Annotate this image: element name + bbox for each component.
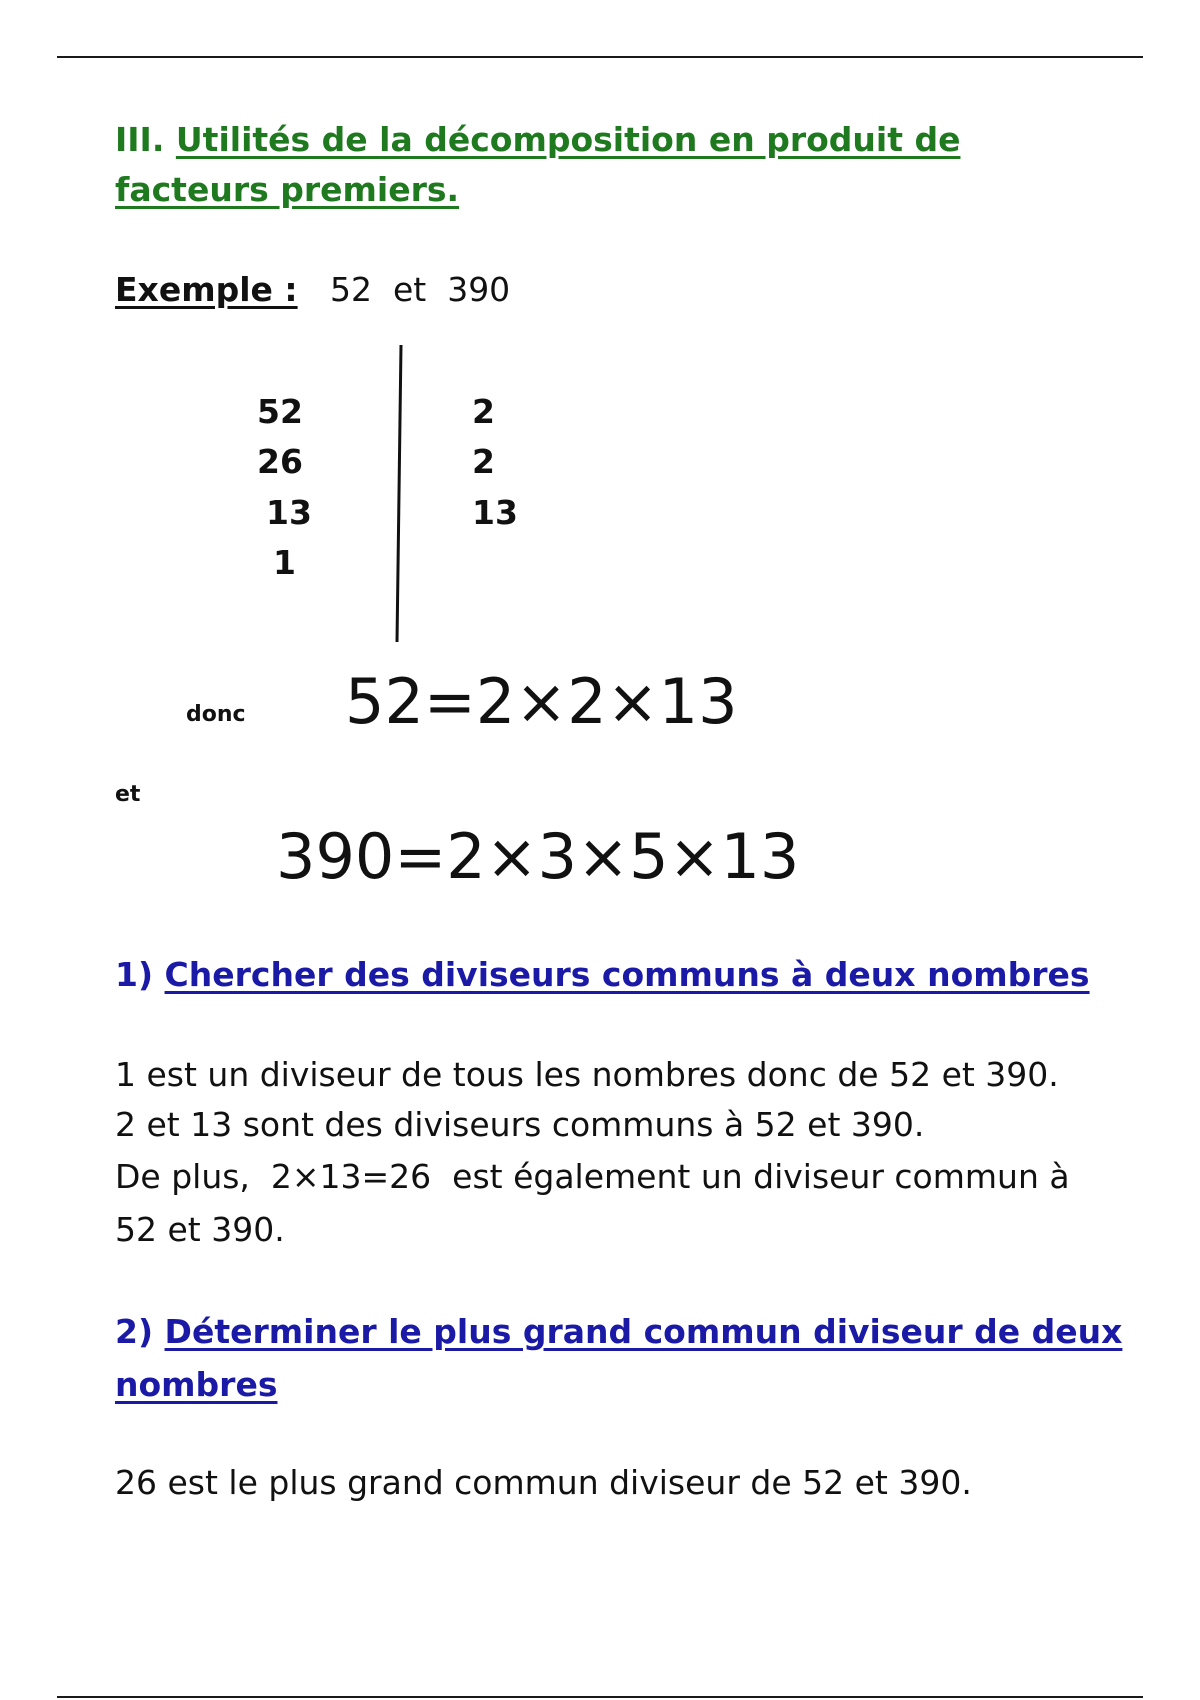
part1-line-3: De plus, 2×13=26 est également un diviseur commun à (115, 1157, 1070, 1196)
part2-title-line2: nombres (115, 1365, 278, 1404)
division-right-1: 2 (472, 392, 495, 431)
part1-number: 1) (115, 955, 154, 994)
part2-number: 2) (115, 1312, 154, 1351)
division-left-4: 1 (273, 543, 296, 582)
top-rule (57, 56, 1143, 58)
division-right-3: 13 (472, 493, 518, 532)
division-left-1: 52 (257, 392, 303, 431)
part1-line-2: 2 et 13 sont des diviseurs communs à 52 et 390. (115, 1105, 925, 1144)
division-left-3: 13 (266, 493, 312, 532)
equation-52: 52=2×2×13 (345, 665, 738, 738)
section-title-line2: facteurs premiers. (115, 170, 460, 209)
section-title-line1: Utilités de la décomposition en produit de (175, 120, 961, 159)
part1-line-1: 1 est un diviseur de tous les nombres donc de 52 et 390. (115, 1055, 1059, 1094)
part1-heading (115, 955, 1090, 994)
part2-title-line1: Déterminer le plus grand commun diviseur de deux (164, 1312, 1123, 1351)
division-left-2: 26 (257, 442, 303, 481)
part1-line-4: 52 et 390. (115, 1210, 285, 1249)
bottom-rule (57, 1696, 1143, 1698)
division-bar (390, 340, 410, 645)
et-label: et (115, 782, 141, 807)
section-number: III. (115, 120, 165, 159)
section-heading (115, 120, 960, 159)
example-numbers: 52 et 390 (330, 270, 511, 309)
donc-label: donc (186, 702, 246, 727)
equation-390: 390=2×3×5×13 (276, 820, 800, 893)
division-right-2: 2 (472, 442, 495, 481)
part2-text: 26 est le plus grand commun diviseur de 52 et 390. (115, 1463, 972, 1502)
example-label: Exemple : (115, 270, 298, 309)
part2-heading (115, 1312, 1122, 1351)
part1-title: Chercher des diviseurs communs à deux nombres (164, 955, 1090, 994)
